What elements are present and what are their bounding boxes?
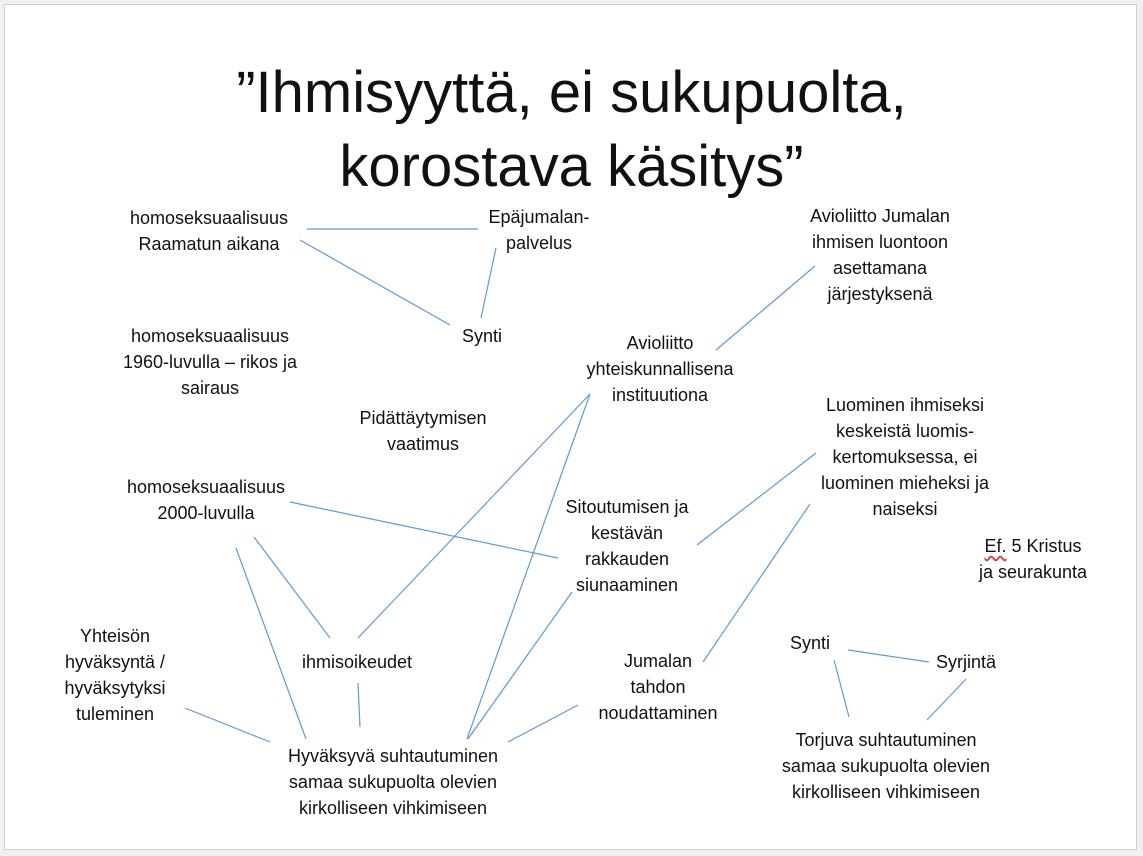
- node-text: kirkolliseen vihkimiseen: [791, 782, 981, 802]
- node-text: 5 Kristus: [1006, 536, 1082, 556]
- node-luominen-ihmiseksi: [821, 392, 989, 522]
- node-text: Epäjumalan-: [488, 207, 590, 227]
- node-text: keskeistä luomis-: [835, 421, 975, 441]
- node-text: asettamana: [832, 258, 928, 278]
- node-jumalan-tahdon-noudattaminen: [598, 648, 717, 726]
- node-text: Raamatun aikana: [138, 234, 280, 254]
- node-text: Jumalan: [623, 651, 693, 671]
- node-text: hyväksyntä /: [64, 652, 166, 672]
- node-text: samaa sukupuolta olevien: [288, 772, 498, 792]
- node-synti-right: [790, 630, 830, 656]
- node-text: Synti: [461, 326, 503, 346]
- node-sitoutumisen-siunaaminen: [565, 494, 688, 598]
- node-text: [979, 533, 1087, 559]
- node-text: kirkolliseen vihkimiseen: [298, 798, 488, 818]
- connector-line: [927, 679, 966, 720]
- node-text: 1960-luvulla – rikos ja: [122, 352, 298, 372]
- connector-line: [697, 453, 816, 545]
- title-line-2: korostava käsitys”: [339, 134, 804, 199]
- node-text: luominen mieheksi ja: [820, 473, 990, 493]
- node-hyvaksyva-suhtautuminen: [288, 743, 498, 821]
- connector-line: [290, 502, 558, 558]
- connector-line: [358, 683, 360, 727]
- node-synti-top: [462, 323, 502, 349]
- node-text: homoseksuaalisuus: [129, 208, 289, 228]
- node-text: instituutiona: [611, 385, 709, 405]
- node-text: palvelus: [505, 233, 573, 253]
- node-pidattaytymisen-vaatimus: [359, 405, 486, 457]
- node-text: kestävän: [590, 523, 664, 543]
- connector-line: [508, 705, 578, 742]
- node-text: Avioliitto Jumalan: [810, 206, 950, 226]
- node-text: tuleminen: [75, 704, 155, 724]
- node-text: tahdon: [630, 677, 686, 697]
- node-avioliitto-jumalan: [810, 203, 950, 307]
- node-syrjinta: [936, 649, 996, 675]
- node-text: järjestyksenä: [827, 284, 933, 304]
- node-text: hyväksytyksi: [64, 678, 166, 698]
- node-homo-1960: [123, 323, 297, 401]
- node-text: vaatimus: [386, 434, 460, 454]
- connector-line: [254, 537, 330, 638]
- spellcheck-word: Ef.: [984, 536, 1007, 556]
- node-text: Yhteisön: [79, 626, 151, 646]
- node-text: ihmisen luontoon: [811, 232, 949, 252]
- node-text: homoseksuaalisuus: [130, 326, 290, 346]
- node-text: Luominen ihmiseksi: [825, 395, 985, 415]
- node-epajumalanpalvelus: [488, 204, 589, 256]
- connector-line: [481, 248, 496, 318]
- node-text: Synti: [789, 633, 831, 653]
- node-torjuva-suhtautuminen: [782, 727, 990, 805]
- node-text: yhteiskunnallisena: [586, 359, 734, 379]
- slide-title: [0, 56, 1143, 204]
- node-homo-raamattu: [130, 205, 288, 257]
- node-text: samaa sukupuolta olevien: [781, 756, 991, 776]
- connector-line: [300, 240, 450, 325]
- node-text: noudattaminen: [598, 703, 718, 723]
- connector-line: [834, 660, 849, 717]
- node-text: Avioliitto: [626, 333, 694, 353]
- node-text: naiseksi: [872, 499, 938, 519]
- connector-line: [848, 650, 929, 662]
- node-text: kertomuksessa, ei: [832, 447, 978, 467]
- node-text: siunaaminen: [575, 575, 679, 595]
- node-text: Syrjintä: [935, 652, 997, 672]
- node-text: Hyväksyvä suhtautuminen: [287, 746, 499, 766]
- node-text: Sitoutumisen ja: [565, 497, 689, 517]
- node-text: ihmisoikeudet: [301, 652, 413, 672]
- connector-line: [185, 708, 270, 742]
- connector-line: [236, 548, 306, 739]
- node-text: Pidättäytymisen: [359, 408, 487, 428]
- node-text: 2000-luvulla: [157, 503, 255, 523]
- node-homo-2000: [127, 474, 285, 526]
- node-avioliitto-yhteiskunnallisena: [586, 330, 733, 408]
- node-ihmisoikeudet: [302, 649, 412, 675]
- node-text: rakkauden: [584, 549, 670, 569]
- node-yhteison-hyvaksynta: [64, 623, 165, 727]
- node-text: homoseksuaalisuus: [126, 477, 286, 497]
- node-ef5-kristus: [979, 533, 1087, 585]
- node-text: sairaus: [180, 378, 240, 398]
- node-text: Torjuva suhtautuminen: [795, 730, 977, 750]
- node-text: ja seurakunta: [978, 562, 1088, 582]
- title-line-1: ”Ihmisyyttä, ei sukupuolta,: [236, 60, 907, 125]
